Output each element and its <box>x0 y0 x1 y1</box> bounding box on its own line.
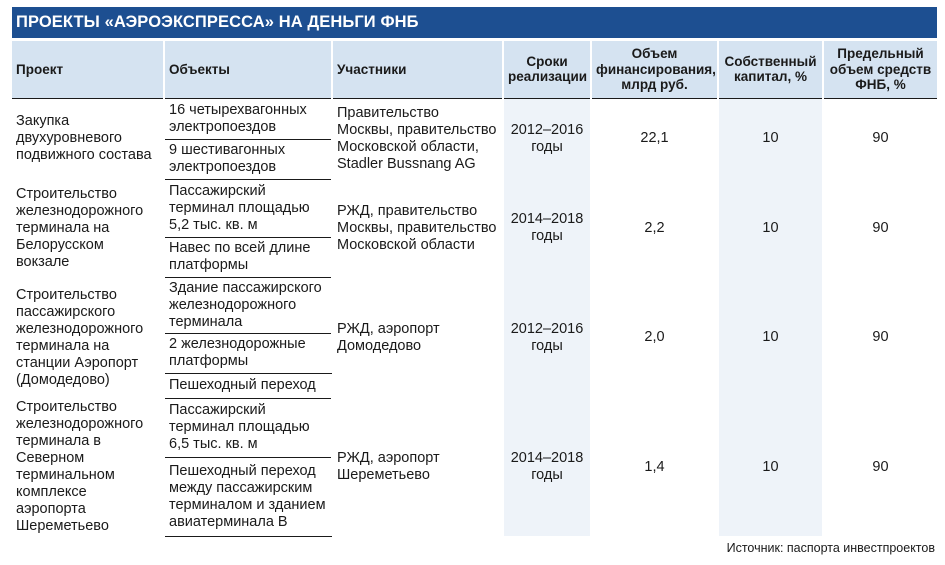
row-period: 2014–2018 годы <box>503 179 591 277</box>
row-equity: 10 <box>718 277 823 398</box>
header-row <box>12 41 937 98</box>
row-fnb-limit: 90 <box>823 398 937 536</box>
row-equity: 10 <box>718 179 823 277</box>
row-participants: РЖД, правительство Москвы, правительство Московской области <box>332 179 503 277</box>
table-row <box>12 179 937 237</box>
row-project: Строительство пассажирского железнодорожного терминала на станции Аэропорт (Домодедово) <box>12 277 164 398</box>
row-financing: 2,0 <box>591 277 718 398</box>
row-project: Закупка двухуровневого подвижного состава <box>12 98 164 179</box>
header-period: Сроки реализации <box>503 41 591 98</box>
header-project: Проект <box>12 41 164 98</box>
row-object: 16 четырехвагонных электропоездов <box>164 98 332 139</box>
row-object: 2 железнодорожные платформы <box>164 333 332 373</box>
row-object: 9 шестивагонных электропоездов <box>164 139 332 179</box>
table-row <box>12 398 937 457</box>
row-financing: 2,2 <box>591 179 718 277</box>
header-fnb-limit: Предельный объем средств ФНБ, % <box>823 41 937 98</box>
table-row <box>12 98 937 139</box>
row-participants: Правительство Москвы, правительство Московской области, Stadler Bussnang AG <box>332 98 503 179</box>
row-object: Пассажирский терминал площадью 5,2 тыс. кв. м <box>164 179 332 237</box>
row-financing: 1,4 <box>591 398 718 536</box>
row-participants: РЖД, аэропорт Шереметьево <box>332 398 503 536</box>
row-participants: РЖД, аэропорт Домодедово <box>332 277 503 398</box>
row-object: Пешеходный переход между пассажирским терминалом и зданием авиатерминала В <box>164 457 332 536</box>
row-object: Пешеходный переход <box>164 373 332 398</box>
row-equity: 10 <box>718 398 823 536</box>
row-fnb-limit: 90 <box>823 277 937 398</box>
header-objects: Объекты <box>164 41 332 98</box>
header-equity: Собственный капитал, % <box>718 41 823 98</box>
row-period: 2012–2016 годы <box>503 277 591 398</box>
header-financing: Объем финансирования, млрд руб. <box>591 41 718 98</box>
row-equity: 10 <box>718 98 823 179</box>
row-fnb-limit: 90 <box>823 98 937 179</box>
row-object: Пассажирский терминал площадью 6,5 тыс. кв. м <box>164 398 332 457</box>
row-fnb-limit: 90 <box>823 179 937 277</box>
row-period: 2012–2016 годы <box>503 98 591 179</box>
source-note: Источник: паспорта инвестпроектов <box>726 541 935 555</box>
table-row <box>12 277 937 333</box>
projects-table <box>12 41 937 537</box>
row-financing: 22,1 <box>591 98 718 179</box>
table-title: ПРОЕКТЫ «АЭРОЭКСПРЕССА» НА ДЕНЬГИ ФНБ <box>12 7 937 38</box>
row-project: Строительство железнодорожного терминала в Северном терминальном комплексе аэропорта Шереметьево <box>12 398 164 536</box>
row-project: Строительство железнодорожного терминала на Белорусском вокзале <box>12 179 164 277</box>
row-period: 2014–2018 годы <box>503 398 591 536</box>
row-object: Здание пассажирского железнодорожного терминала <box>164 277 332 333</box>
header-participants: Участники <box>332 41 503 98</box>
row-object: Навес по всей длине платформы <box>164 237 332 277</box>
